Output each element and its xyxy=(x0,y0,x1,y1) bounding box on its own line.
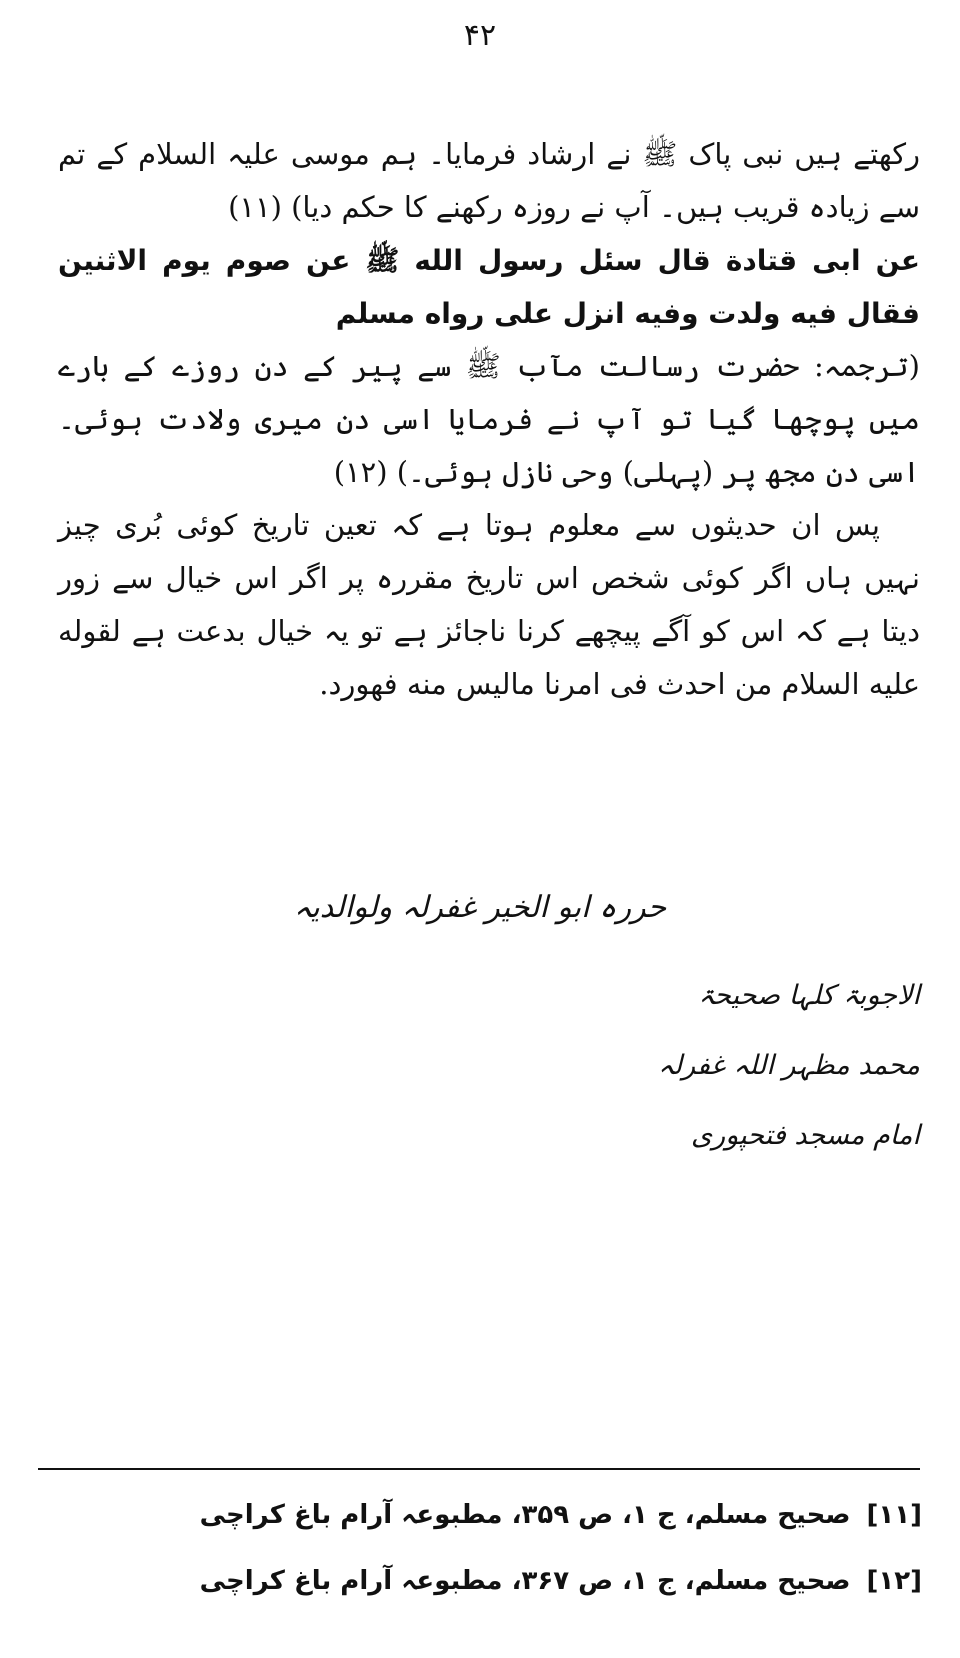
endorsement-line-1: الاجوبۃ کلہا صحیحۃ xyxy=(698,980,920,1011)
footnote-12 xyxy=(62,1566,922,1596)
paragraph-translation: (ترجمہ: حضرت رسالت مآب ﷺ سے پیر کے دن روزے کے بارے میں پوچھا گیا تو آپ نے فرمایا اسی دن میری ولادت ہوئی۔ اسی دن مجھ پر (پہلی) وحی نازل ہوئی۔) (۱۲) xyxy=(58,349,920,489)
footnote-marker: [۱۱] xyxy=(866,1500,922,1530)
page-number: ۴۲ xyxy=(463,18,497,53)
footnote-text: صحیح مسلم، ج ۱، ص ۳۶۷، مطبوعہ آرام باغ کراچی xyxy=(199,1566,851,1596)
paragraph-urdu-1: رکھتے ہیں نبی پاک ﷺ نے ارشاد فرمایا۔ ہم موسی علیہ السلام کے تم سے زیادہ قریب ہیں۔ آپ نے روزہ رکھنے کا حکم دیا) (۱۱) xyxy=(58,137,920,224)
footnote-divider xyxy=(38,1468,920,1470)
footnote-11 xyxy=(62,1500,922,1530)
footnote-marker: [۱۲] xyxy=(866,1566,922,1596)
endorsement-line-2: محمد مظہر اللہ غفرلہ xyxy=(658,1050,920,1081)
footnote-text: صحیح مسلم، ج ۱، ص ۳۵۹، مطبوعہ آرام باغ کراچی xyxy=(199,1500,851,1530)
body-text xyxy=(58,128,920,711)
endorsement-line-3: امام مسجد فتحپوری xyxy=(691,1120,920,1151)
paragraph-conclusion: پس ان حدیثوں سے معلوم ہوتا ہے کہ تعین تاریخ کوئی بُری چیز نہیں ہاں اگر کوئی شخص اس تاریخ مقررہ پر اگر اس خیال سے زور دیتا ہے کہ اس کو آگے پیچھے کرنا ناجائز ہے تو یہ خیال بدعت ہے لقوله علیه السلام من احدث فی امرنا مالیس منه فهورد. xyxy=(58,508,920,701)
paragraph-arabic-hadith: عن ابی قتادة قال سئل رسول الله ﷺ عن صوم یوم الاثنین فقال فیه ولدت وفیه انزل علی رواه مسلم xyxy=(58,244,920,330)
signature-line: حررہ ابو الخیر غفرلہ ولوالدیہ xyxy=(293,890,667,925)
